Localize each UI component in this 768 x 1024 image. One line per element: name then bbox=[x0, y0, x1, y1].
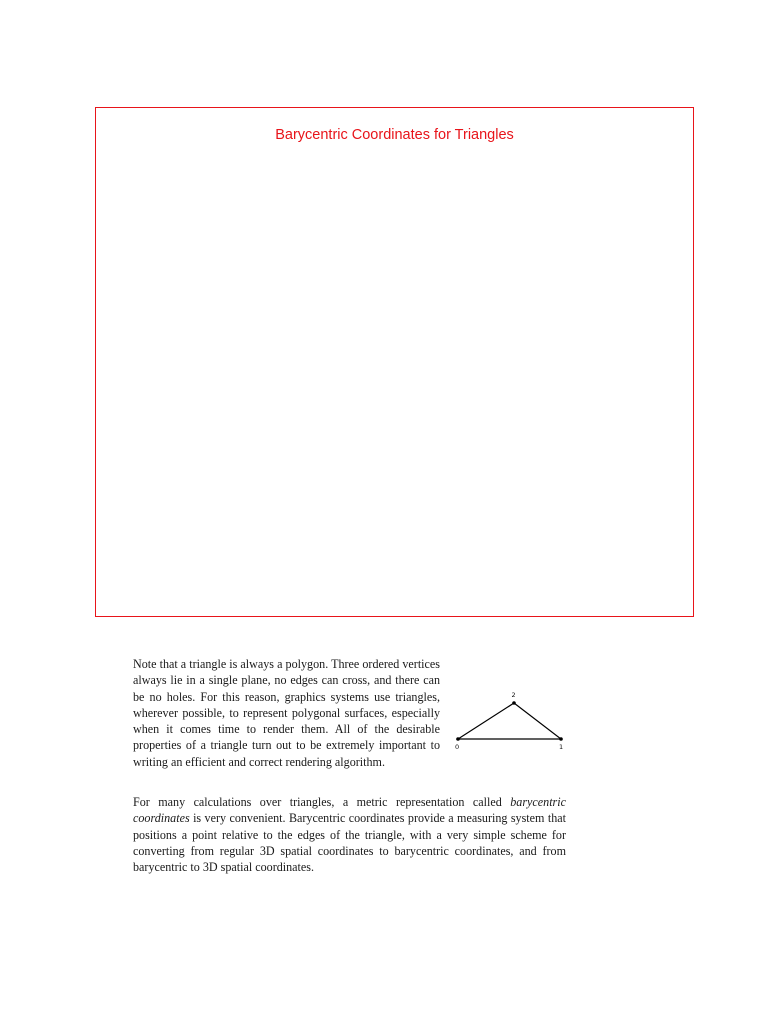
vertex-0-dot bbox=[456, 737, 460, 741]
barycentric-term: barycentric coordinates bbox=[133, 795, 566, 826]
vertex-label-0: 0 bbox=[455, 743, 460, 751]
para2-rest: is very convenient. Barycentric coordinates provide a measuring system that positions a point relative to the edges of the triangle, with a very simple scheme for converting from regular 3D spatial coordinates to barycentric coordinates, and from barycentric to 3D spatial coordinates. bbox=[133, 811, 566, 875]
vertex-label-2: 2 bbox=[511, 691, 516, 699]
vertex-label-1: 1 bbox=[559, 743, 564, 751]
slide-frame bbox=[95, 107, 694, 617]
slide-title: Barycentric Coordinates for Triangles bbox=[275, 127, 514, 143]
body-paragraph-1: Note that a triangle is always a polygon. Three ordered vertices always lie in a single plane, no edges can cross, and there can be no holes. For this reason, graphics systems use triangles, wherever possible, to represent polygonal surfaces, especially when it comes time to render them. All of the desirable properties of a triangle turn out to be extremely important to writing an efficient and correct rendering algorithm. bbox=[133, 657, 440, 769]
vertex-1-dot bbox=[559, 737, 563, 741]
vertex-2-dot bbox=[512, 701, 516, 705]
body-paragraph-2 bbox=[133, 794, 566, 875]
triangle-diagram bbox=[448, 686, 573, 752]
triangle-outline bbox=[458, 703, 561, 739]
para2-lead: For many calculations over triangles, a metric representation called bbox=[133, 795, 511, 809]
